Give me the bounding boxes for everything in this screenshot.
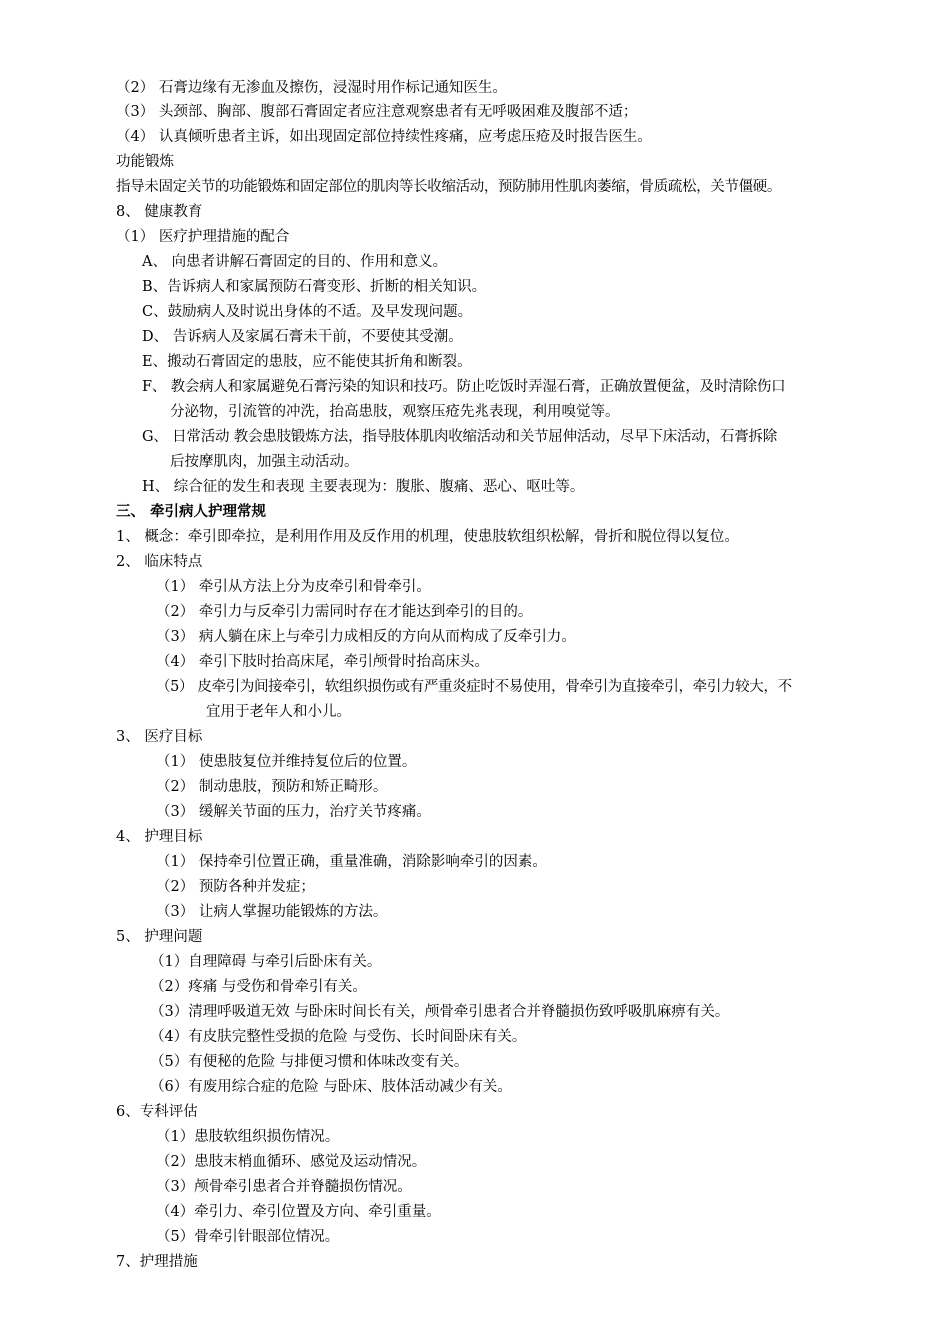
feature-item-5-continued: 宜用于老年人和小儿。 [206, 704, 351, 720]
text-line-exercise-guidance: 指导未固定关节的功能锻炼和固定部位的肌肉等长收缩活动，预防肺用性肌肉萎缩，骨质疏松，关节僵硬。 [116, 179, 782, 195]
assessment-item-1: （1）患肢软组织损伤情况。 [156, 1129, 340, 1145]
assessment-item-2: （2）患肢末梢血循环、感觉及运动情况。 [156, 1154, 427, 1170]
text-line-concept: 1、 概念：牵引即牵拉，是利用作用及反作用的机理，使患肢软组织松解，骨折和脱位得以复位。 [116, 529, 739, 545]
list-item-f: F、 教会病人和家属避免石膏污染的知识和技巧。防止吃饭时弄湿石膏，正确放置便盆，及时清除伤口 [142, 379, 786, 395]
nursing-problem-2: （2）疼痛 与受伤和骨牵引有关。 [150, 979, 367, 995]
nursing-problem-4: （4）有皮肤完整性受损的危险 与受伤、长时间卧床有关。 [150, 1029, 527, 1045]
nursing-problem-3: （3）清理呼吸道无效 与卧床时间长有关，颅骨牵引患者合并脊髓损伤致呼吸肌麻痹有关。 [150, 1004, 730, 1020]
section-heading-medical-goals: 3、 医疗目标 [116, 729, 203, 745]
medical-goal-1: （1） 使患肢复位并维持复位后的位置。 [156, 754, 417, 770]
nursing-problem-6: （6）有废用综合症的危险 与卧床、肢体活动减少有关。 [150, 1079, 512, 1095]
section-heading-clinical-features: 2、 临床特点 [116, 554, 203, 570]
list-item-d: D、 告诉病人及家属石膏未干前，不要使其受潮。 [142, 329, 463, 345]
section-heading-nursing-measures: 7、护理措施 [116, 1254, 198, 1270]
list-item-e: E、搬动石膏固定的患肢，应不能使其折角和断裂。 [142, 354, 472, 370]
list-item-g: G、 日常活动 教会患肢锻炼方法，指导肢体肌肉收缩活动和关节屈伸活动，尽早下床活动，石膏拆除 [142, 429, 778, 445]
feature-item-5: （5） 皮牵引为间接牵引，软组织损伤或有严重炎症时不易使用，骨牵引为直接牵引，牵引力较大，不 [156, 679, 792, 695]
section-heading-specialty-assessment: 6、专科评估 [116, 1104, 198, 1120]
nursing-goal-2: （2） 预防各种并发症； [156, 879, 315, 895]
text-line-gypsum-edge: （2） 石膏边缘有无渗血及擦伤，浸湿时用作标记通知医生。 [116, 80, 507, 96]
list-item-f-continued: 分泌物，引流管的冲洗，抬高患肢，观察压疮先兆表现，利用嗅觉等。 [170, 404, 620, 420]
nursing-problem-1: （1）自理障碍 与牵引后卧床有关。 [150, 954, 382, 970]
list-item-g-continued: 后按摩肌肉，加强主动活动。 [170, 454, 359, 470]
text-line-head-chest-cast: （3） 头颈部、胸部、腹部石膏固定者应注意观察患者有无呼吸困难及腹部不适； [116, 104, 638, 120]
nursing-goal-1: （1） 保持牵引位置正确，重量准确，消除影响牵引的因素。 [156, 854, 547, 870]
list-item-h: H、 综合征的发生和表现 主要表现为：腹胀、腹痛、恶心、呕吐等。 [142, 479, 585, 495]
nursing-problem-5: （5）有便秘的危险 与排便习惯和体味改变有关。 [150, 1054, 469, 1070]
medical-goal-3: （3） 缓解关节面的压力，治疗关节疼痛。 [156, 804, 431, 820]
subheading-medical-cooperation: （1） 医疗护理措施的配合 [116, 229, 290, 245]
list-item-b: B、告诉病人和家属预防石膏变形、折断的相关知识。 [142, 279, 487, 295]
assessment-item-5: （5）骨牵引针眼部位情况。 [156, 1229, 340, 1245]
section-title-traction-care: 三、 牵引病人护理常规 [116, 503, 267, 520]
feature-item-3: （3） 病人躺在床上与牵引力成相反的方向从而构成了反牵引力。 [156, 629, 576, 645]
list-item-c: C、鼓励病人及时说出身体的不适。及早发现问题。 [142, 304, 473, 320]
section-heading-nursing-goals: 4、 护理目标 [116, 829, 203, 845]
assessment-item-3: （3）颅骨牵引患者合并脊髓损伤情况。 [156, 1179, 412, 1195]
nursing-goal-3: （3） 让病人掌握功能锻炼的方法。 [156, 904, 388, 920]
feature-item-4: （4） 牵引下肢时抬高床尾，牵引颅骨时抬高床头。 [156, 654, 489, 670]
text-line-listen-complaints: （4） 认真倾听患者主诉，如出现固定部位持续性疼痛，应考虑压疮及时报告医生。 [116, 129, 652, 145]
feature-item-2: （2） 牵引力与反牵引力需同时存在才能达到牵引的目的。 [156, 604, 533, 620]
medical-goal-2: （2） 制动患肢，预防和矫正畸形。 [156, 779, 388, 795]
assessment-item-4: （4）牵引力、牵引位置及方向、牵引重量。 [156, 1204, 441, 1220]
list-item-a: A、 向患者讲解石膏固定的目的、作用和意义。 [142, 254, 448, 270]
section-heading-functional-exercise: 功能锻炼 [116, 154, 174, 170]
section-heading-nursing-problems: 5、 护理问题 [116, 929, 203, 945]
feature-item-1: （1） 牵引从方法上分为皮牵引和骨牵引。 [156, 579, 431, 595]
section-heading-health-education: 8、 健康教育 [116, 204, 203, 220]
